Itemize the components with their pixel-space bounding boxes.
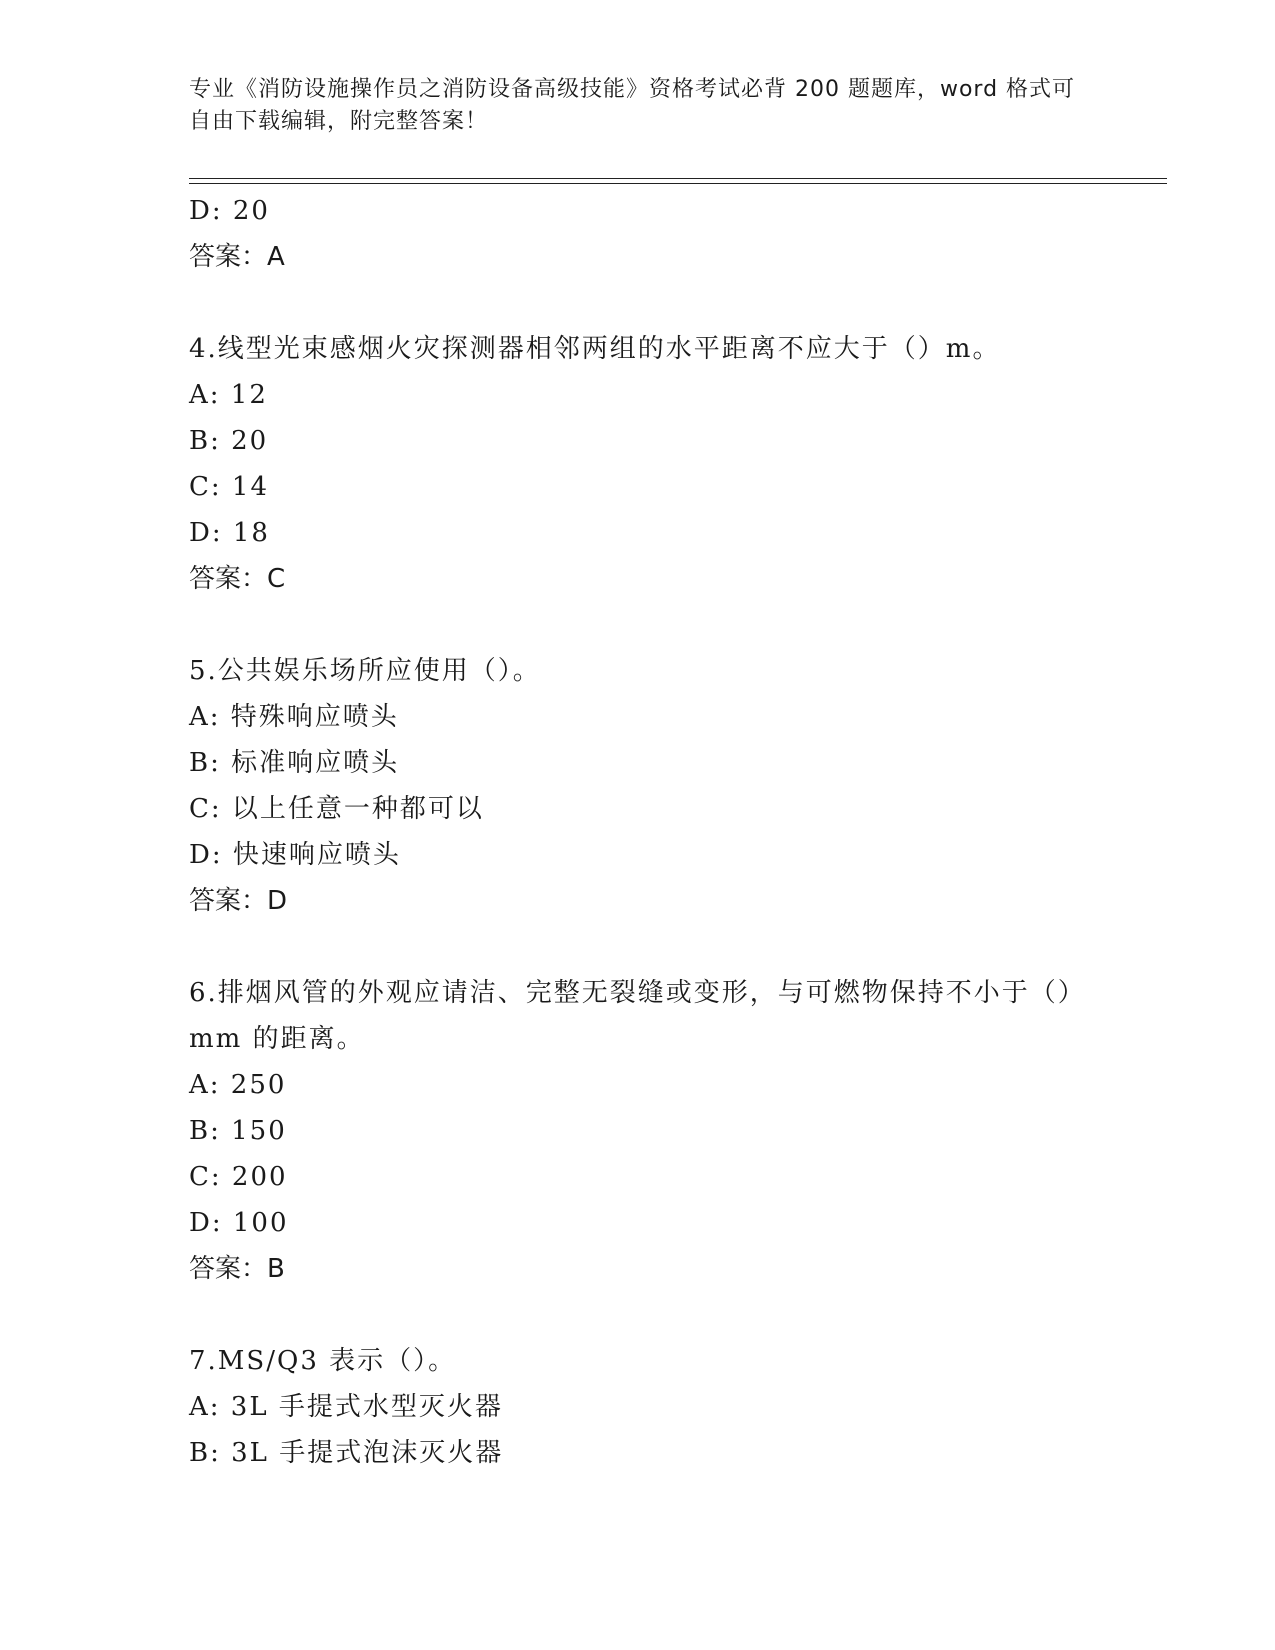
q4-option-a: A: 12 [189, 380, 268, 410]
q4-option-b: B: 20 [189, 426, 269, 456]
q5-answer: 答案：D [189, 886, 288, 916]
q4-answer: 答案：C [189, 564, 286, 594]
document-header: 专业《消防设施操作员之消防设备高级技能》资格考试必背 200 题题库，word 格式可自由下载编辑，附完整答案！ [189, 77, 1076, 134]
spacer [189, 602, 1089, 648]
q7-question: 7.MS/Q3 表示（）。 [189, 1346, 457, 1376]
q6-question: 6.排烟风管的外观应请洁、完整无裂缝或变形，与可燃物保持不小于（）mm 的距离。 [189, 978, 1086, 1054]
q4-question: 4.线型光束感烟火灾探测器相邻两组的水平距离不应大于（）m。 [189, 334, 1001, 364]
q5-question: 5.公共娱乐场所应使用（）。 [189, 656, 541, 686]
spacer [189, 1292, 1089, 1338]
question-list [189, 188, 1089, 1476]
q4-option-d: D: 18 [189, 518, 270, 548]
q3-answer: 答案：A [189, 242, 285, 272]
q6-option-a: A: 250 [189, 1070, 287, 1100]
spacer [189, 280, 1089, 326]
q5-option-b: B: 标准响应喷头 [189, 748, 400, 778]
header-rule-top [189, 178, 1167, 179]
q6-answer: 答案：B [189, 1254, 285, 1284]
q6-option-c: C: 200 [189, 1162, 288, 1192]
q5-option-a: A: 特殊响应喷头 [189, 702, 399, 732]
q7-option-b: B: 3L 手提式泡沫灭火器 [189, 1438, 504, 1468]
header-rule-bottom [189, 183, 1167, 184]
q3-option-d: D: 20 [189, 196, 270, 226]
q6-option-d: D: 100 [189, 1208, 289, 1238]
q7-option-a: A: 3L 手提式水型灭火器 [189, 1392, 503, 1422]
q4-option-c: C: 14 [189, 472, 270, 502]
spacer [189, 924, 1089, 970]
q6-option-b: B: 150 [189, 1116, 287, 1146]
q5-option-c: C: 以上任意一种都可以 [189, 794, 484, 824]
q5-option-d: D: 快速响应喷头 [189, 840, 401, 870]
